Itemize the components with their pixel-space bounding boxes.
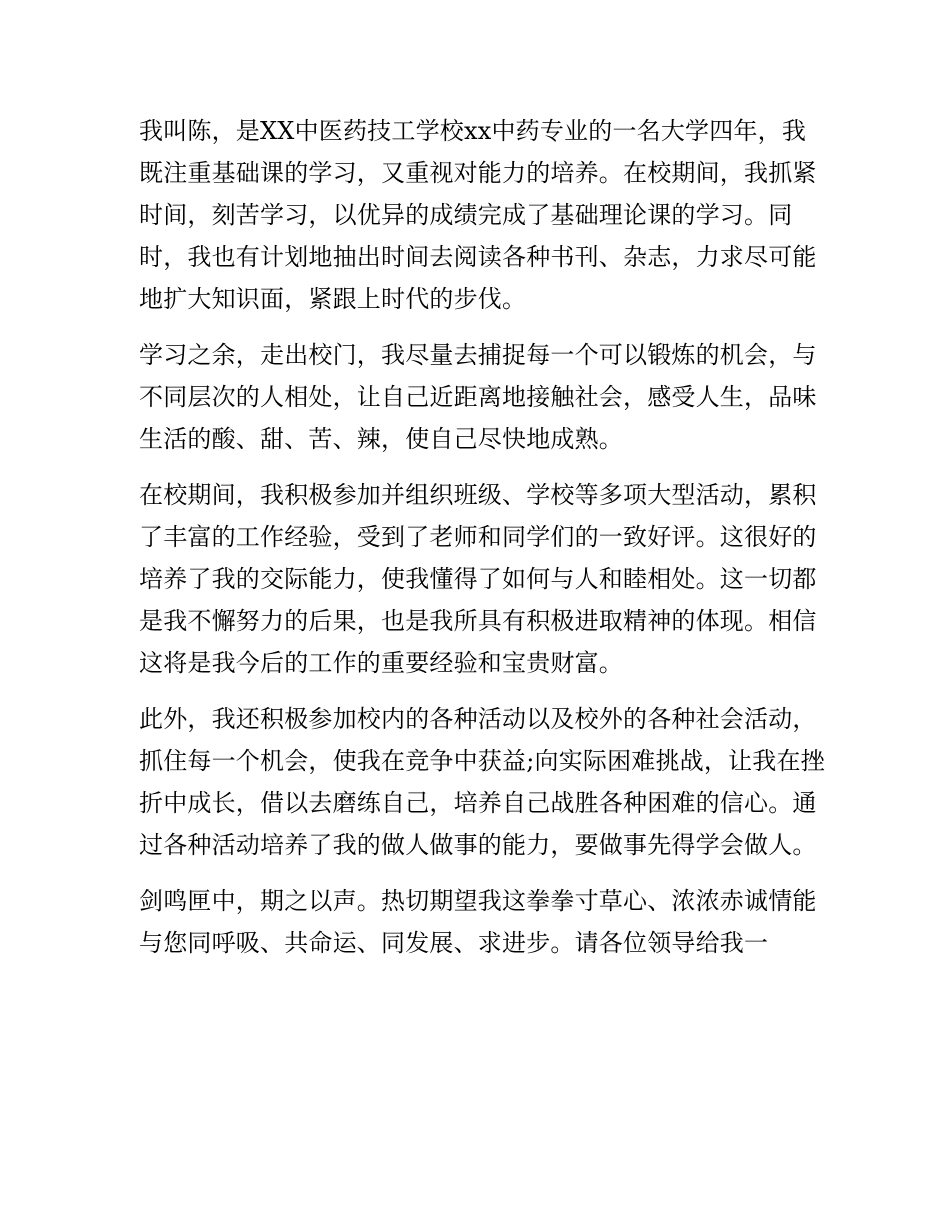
paragraph-extracurricular: 学习之余，走出校门，我尽量去捕捉每一个可以锻炼的机会，与不同层次的人相处，让自己近距离地接触社会，感受人生，品味生活的酸、甜、苦、辣，使自己尽快地成熟。 [139,341,817,453]
paragraph-closing: 剑鸣匣中，期之以声。热切期望我这拳拳寸草心、浓浓赤诚情能与您同呼吸、共命运、同发展、求进步。请各位领导给我一 [139,887,817,957]
paragraph-campus-activities: 在校期间，我积极参加并组织班级、学校等多项大型活动，累积了丰富的工作经验，受到了老师和同学们的一致好评。这很好的培养了我的交际能力，使我懂得了如何与人和睦相处。这一切都是我不懈努力的后果，也是我所具有积极进取精神的体现。相信这将是我今后的工作的重要经验和宝贵财富。 [139,481,817,677]
document-body [139,110,829,978]
paragraph-social-activities: 此外，我还积极参加校内的各种活动以及校外的各种社会活动，抓住每一个机会，使我在竞争中获益;向实际困难挑战，让我在挫折中成长，借以去磨练自己，培养自己战胜各种困难的信心。通过各种活动培养了我的做人做事的能力，要做事先得学会做人。 [139,705,825,859]
paragraph-introduction: 我叫陈，是XX中医药技工学校xx中药专业的一名大学四年，我既注重基础课的学习，又重视对能力的培养。在校期间，我抓紧时间，刻苦学习，以优异的成绩完成了基础理论课的学习。同时，我也有计划地抽出时间去阅读各种书刊、杂志，力求尽可能地扩大知识面，紧跟上时代的步伐。 [139,117,817,313]
